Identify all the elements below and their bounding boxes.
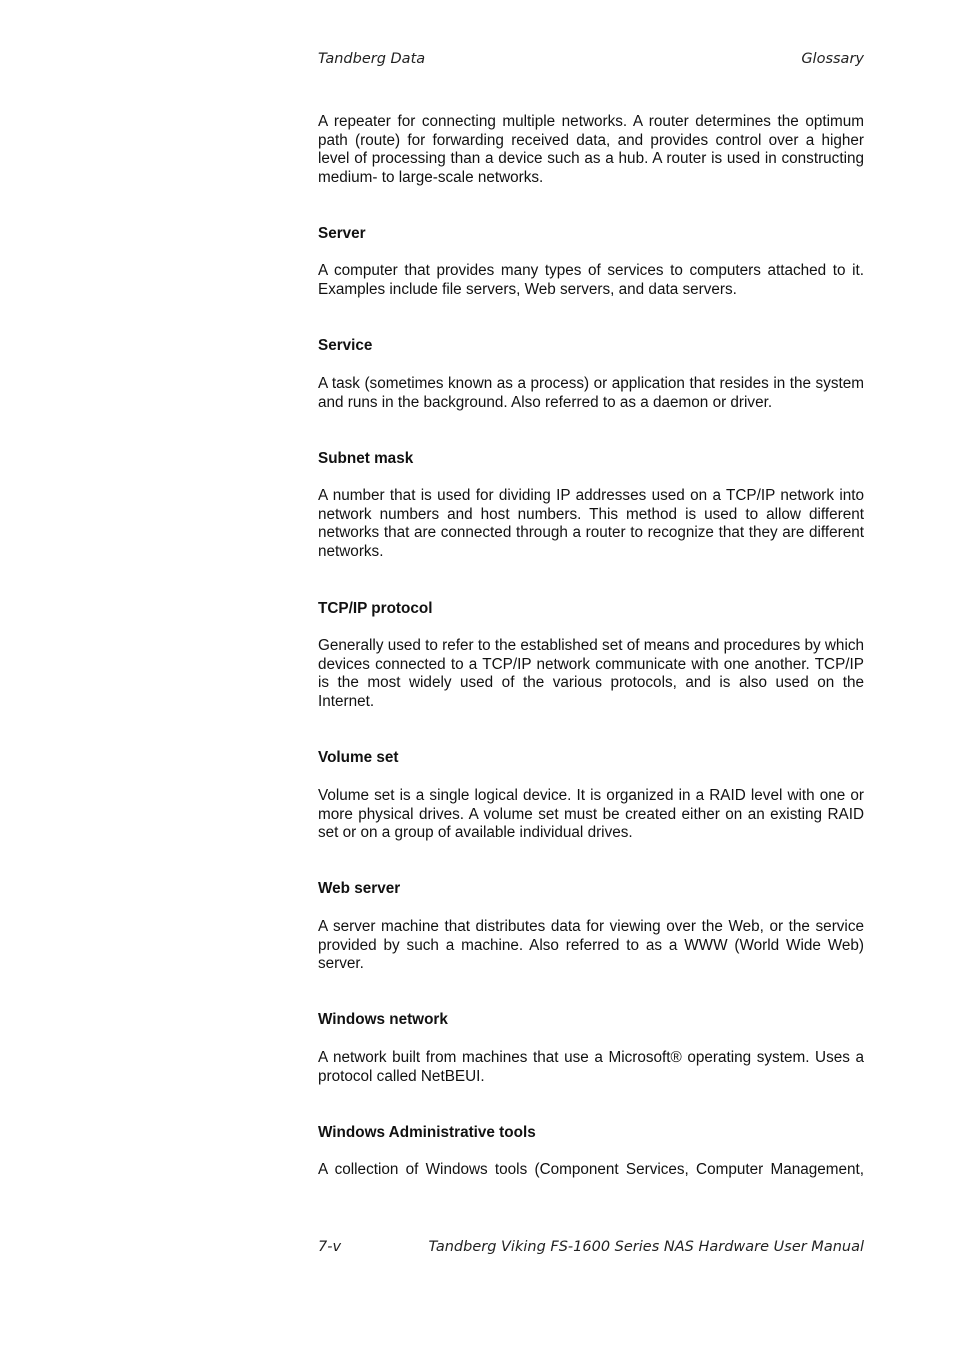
glossary-term-tcp-ip-protocol: TCP/IP protocol: [318, 600, 433, 617]
glossary-term-service: Service: [318, 337, 373, 354]
page-number: 7-v: [318, 1239, 342, 1255]
glossary-term-windows-network: Windows network: [318, 1011, 448, 1028]
glossary-definition-service: A task (sometimes known as a process) or application that resides in the system and runs in the background. Also referred to as a daemon or driver.: [318, 375, 864, 411]
glossary-term-windows-administrative-tools: Windows Administrative tools: [318, 1124, 536, 1141]
page-footer: [318, 1239, 864, 1255]
glossary-term-server: Server: [318, 225, 366, 242]
manual-title: Tandberg Viking FS-1600 Series NAS Hardware User Manual: [428, 1239, 864, 1255]
glossary-definition-subnet-mask: A number that is used for dividing IP addresses used on a TCP/IP network into network numbers and host numbers. This method is used to allow different networks that are connected through a router to recognize that they are different networks.: [318, 487, 864, 561]
header-section: Glossary: [801, 51, 864, 67]
glossary-definition-web-server: A server machine that distributes data for viewing over the Web, or the service provided by such a machine. Also referred to as a WWW (World Wide Web) server.: [318, 918, 864, 973]
glossary-definition-server: A computer that provides many types of services to computers attached to it. Examples include file servers, Web servers, and data servers.: [318, 262, 864, 298]
glossary-definition-windows-administrative-tools: A collection of Windows tools (Component Services, Computer Management,: [318, 1161, 864, 1178]
router-definition: A repeater for connecting multiple networks. A router determines the optimum path (route) for forwarding received data, and provides control over a higher level of processing than a device such as a hub. A router is used in constructing medium- to large-scale networks.: [318, 113, 864, 187]
glossary-term-volume-set: Volume set: [318, 749, 399, 766]
glossary-definition-tcp-ip-protocol: Generally used to refer to the established set of means and procedures by which devices connected to a TCP/IP network communicate with one another. TCP/IP is the most widely used of the various protocols, and is also used on the Internet.: [318, 637, 864, 711]
glossary-definition-windows-network: A network built from machines that use a Microsoft® operating system. Uses a protocol called NetBEUI.: [318, 1049, 864, 1085]
glossary-term-subnet-mask: Subnet mask: [318, 450, 414, 467]
page-header: [318, 51, 864, 67]
glossary-term-web-server: Web server: [318, 880, 401, 897]
header-company: Tandberg Data: [318, 51, 426, 67]
glossary-definition-volume-set: Volume set is a single logical device. It is organized in a RAID level with one or more physical drives. A volume set must be created either on an existing RAID set or on a group of available individual drives.: [318, 787, 864, 842]
